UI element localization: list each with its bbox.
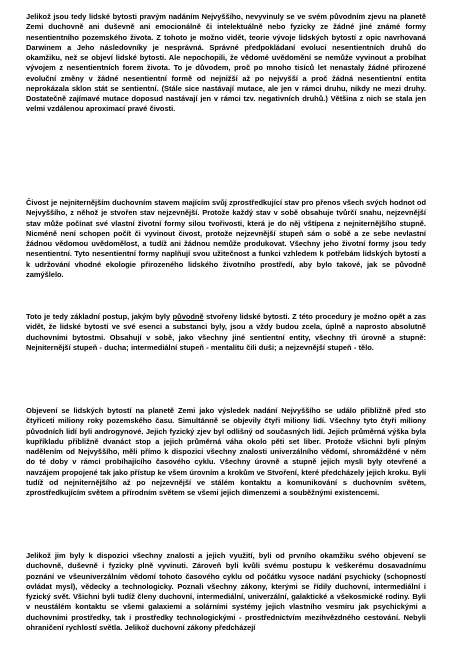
paragraph-3 <box>26 312 426 394</box>
paragraph-5: Jelikož jim byly k dispozici všechny znalosti a jejich využití, byli od prvního okamžiku svého objevení se duchovně, duševně i fyzicky plně vyvinuti. Zároveň byli kvůli svému postupu k veškerému dosavadnímu poznání ve všeuniverzálním vědomí tohoto časového cyklu od počátku vysoce nadání psychicky (schopností ovládat mysl), vědecky a technologicky. Poznali všechny zákony, kterými se řídily duchovní, intermediální i fyzický svět. Všichni byli tudíž členy duchovní, intermediální, univerzální, galaktické a všekosmické rodiny. Byli v neustálém kontaktu se všemi galaxiemi a solárními systémy jejich vlastního vesmíru jak psychickými a duchovními prostředky, tak i prostředky technologickými - prostřednictvím mezihvězdného cestování. Nebyli ohraničení rychlostí světla. Jelikož duchovní zákony předcházejí <box>26 551 426 632</box>
paragraph-4: Objevení se lidských bytostí na planetě Zemi jako výsledek nadání Nejvyššího se událo přibližně před sto čtyřiceti miliony roky pozemského času. Simultánně se objevily čtyři miliony lidí. Všechny tyto čtyři miliony původních lidí byli androgynové. Jejich fyzický zjev byl odlišný od současných lidí. Jejich průměrná výška byla kupříkladu přibližně dvanáct stop a jejich průměrná váha okolo pěti set liber. Protože všichni byli plným nadělením od Nejvyššího, měli přímo k dispozici všechny znalosti univerzálního vědomí, shromážděné v něm do té doby v rámci probíhajícího časového cyklu. Všechny úrovně a stupně jejich mysli byly otevřené a navzájem propojené tak jako přístup ke všem úrovním a krokům ve Stvoření, které předcházely jejich kroku. Byli tudíž od nejniternějšího až po nejzevnější ve stálém kontaktu a komunikování s duchovním světem, zprostředkujícím světem a přírodním světem se všemi jejich dimenzemi a souběžnými existencemi. <box>26 406 426 497</box>
underlined-word: původně <box>172 312 204 321</box>
paragraph-2: Čivost je nejniternějším duchovním stavem majícím svůj zprostředkující stav pro přenos všech svých hodnot od Nejvyššího, z něhož je stvořen stav nejzevnější. Protože každý stav v sobě obsahuje tvůrčí snahu, nejzevnější stav může počínat své vlastní životní formy silou tvořivosti, která je do něj vštípena z nejniternějšího stupně. Nicméně není schopen počít či vyvinout čivost, protože nejzevnější stupeň sám o sobě a ze sebe nevlastní žádnou vědomou uvědomělost, a tudíž ani žádnou nemůže produkovat. Všechny jeho životní formy jsou tedy nesentientní. Tyto nesentientní formy naplňují svou užitečnost a funkci vzhledem k potřebám lidských bytostí a k udržování vhodné ekologie přirozeného lidského životního prostředí, aby bylo takové, jak se původně zamýšlelo. <box>26 198 426 279</box>
paragraph-3-text-after: stvořeny lidské bytosti. Z této procedury je možno opět a zas vidět, že lidské bytosti ve své esenci a substanci byly, jsou a vždy budou zcela, úplně a naprosto absolutně duchovními bytostmi. Obsahují v sobě, jako všechny jiné sentientní entity, všechny tři úrovně a stupně: Nejniternější stupeň - ducha; intermediální stupeň - mentalitu čili duši; a nejzevnější stupeň - tělo. <box>26 312 426 352</box>
paragraph-1: Jelikož jsou tedy lidské bytosti pravým nadáním Nejvyššího, nevyvinuly se ve svém původním zjevu na planetě Zemi duchovně ani duševně ani emocionálně či intelektuálně nebo fyzicky ze žádné jiné známé formy nesentientního pozemského života. Z tohoto je možno vidět, teorie vývoje lidských bytostí z opic navrhovaná Darwinem a Jeho následovníky je nesprávná. Správné předpokládaní evoluci nesentientních druhů do okamžiku, než se objeví lidské bytosti. Ale nepochopili, že vědomé uvědomění se nemůže vyvinout a probíhat vývojem z nesentientních forem života. To je důvodem, proč po mnoho tisíců let nenastaly žádné přirozené evoluční změny v žádné nesentientní formě od nejnižší až po nejvyšší a proč žádná nesentientní entita neprokázala sklon stát se sentientní. (Stále sice nastávají mutace, ale jen v rámci druhu, nikdy ne mezi druhy. Dostatečně zajímavé mutace doposud nastávají jen v rámci tzv. negativních druhů.) Většina z nich se stala jen velmi vzdálenou aproximací pravé čivosti. <box>26 12 426 114</box>
paragraph-3-text-before: Toto je tedy základní postup, jakým byly <box>26 312 173 321</box>
